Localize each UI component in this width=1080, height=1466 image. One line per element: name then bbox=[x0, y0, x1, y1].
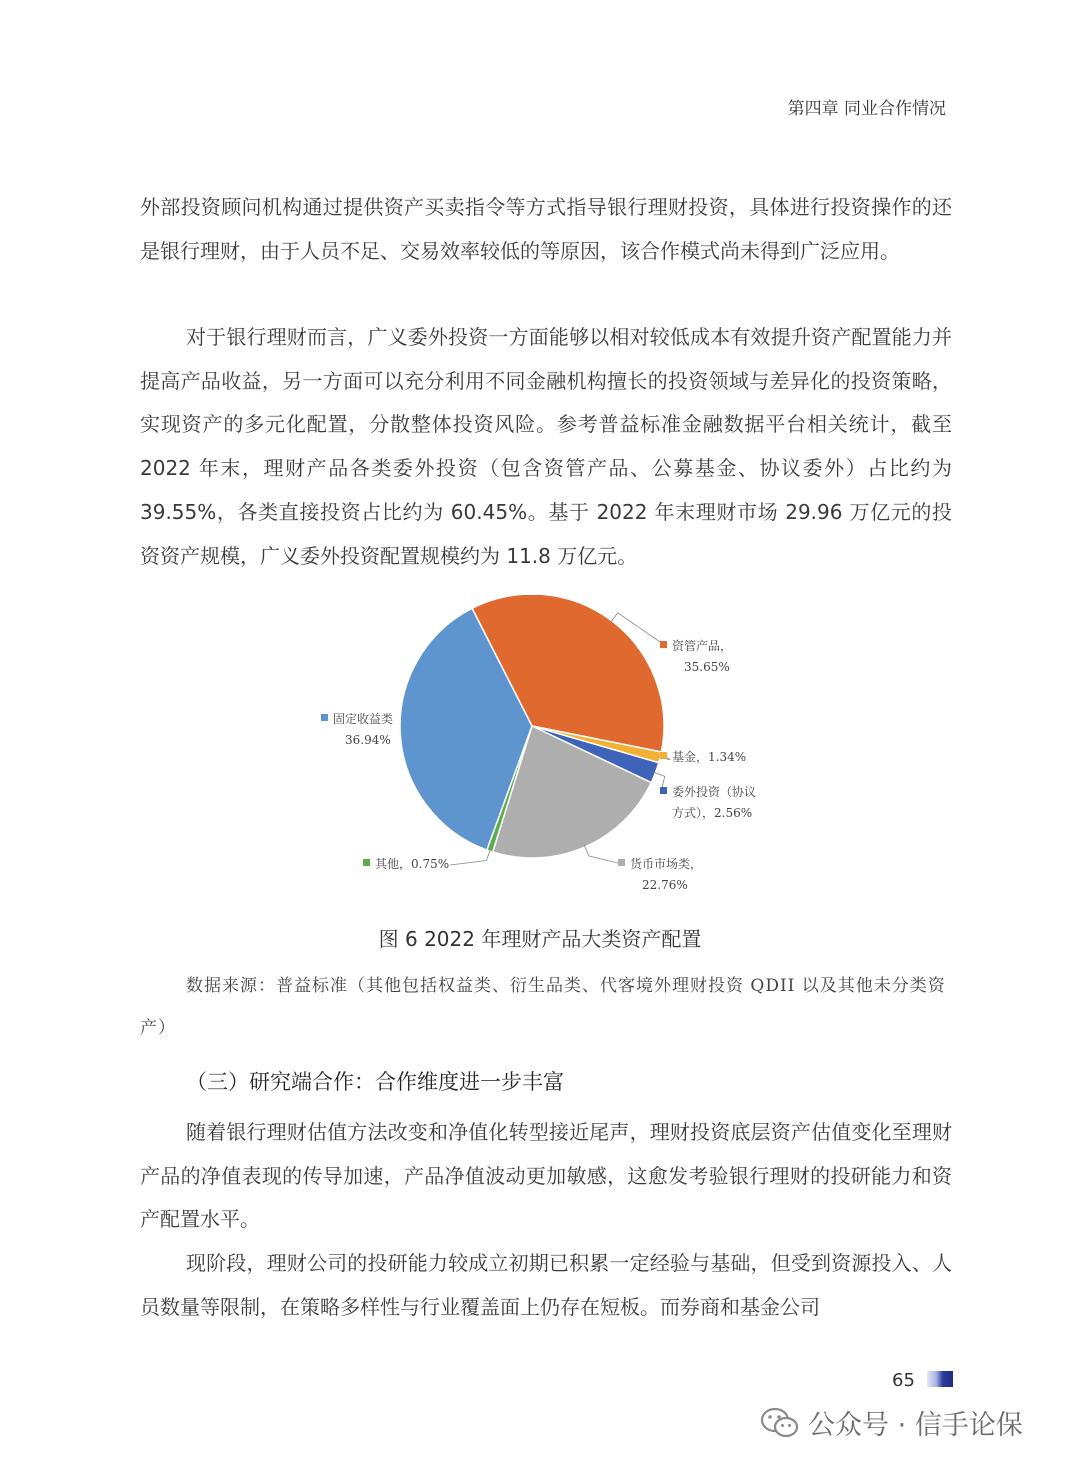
watermark-text: 公众号 · 信手论保 bbox=[808, 1410, 1023, 1441]
slice-label-fixed-income: 固定收益类 bbox=[333, 712, 394, 726]
slice-value-money-market: 22.76% bbox=[642, 878, 688, 892]
slice-label-asset-mgmt: 资管产品， bbox=[672, 639, 733, 653]
slice-value-fixed-income: 36.94% bbox=[345, 733, 391, 747]
slice-label-other: 其他，0.75% bbox=[375, 857, 450, 871]
paragraph-1: 外部投资顾问机构通过提供资产买卖指令等方式指导银行理财投资，具体进行投资操作的还是银行理财，由于人员不足、交易效率较低的等原因，该合作模式尚未得到广泛应用。 bbox=[140, 195, 952, 263]
legend-marker-other bbox=[363, 859, 370, 866]
slice-label-money-market: 货币市场类， bbox=[630, 857, 703, 871]
legend-marker-asset-mgmt bbox=[660, 641, 667, 648]
legend-marker-fund bbox=[660, 752, 667, 759]
legend-marker-money-market bbox=[618, 859, 625, 866]
legend-marker-entrusted bbox=[660, 787, 667, 794]
slice-value-asset-mgmt: 35.65% bbox=[684, 660, 730, 674]
slice-value-entrusted: 方式），2.56% bbox=[672, 806, 753, 820]
section-heading: （三）研究端合作：合作维度进一步丰富 bbox=[186, 1070, 564, 1094]
asset-allocation-pie-chart bbox=[300, 595, 800, 900]
wechat-watermark bbox=[760, 1403, 1023, 1442]
paragraph-3: 随着银行理财估值方法改变和净值化转型接近尾声，理财投资底层资产估值变化至理财产品的净值表现的传导加速，产品净值波动更加敏感，这愈发考验银行理财的投研能力和资产配置水平。 bbox=[140, 1120, 952, 1232]
paragraph-4: 现阶段，理财公司的投研能力较成立初期已积累一定经验与基础，但受到资源投入、人员数量等限制，在策略多样性与行业覆盖面上仍存在短板。而券商和基金公司 bbox=[140, 1251, 952, 1319]
page-number-bar bbox=[927, 1371, 953, 1387]
pie-slices bbox=[400, 595, 664, 858]
data-source-note: 数据来源：普益标准（其他包括权益类、衍生品类、代客境外理财投资 QDII 以及其他未分类资产） bbox=[140, 976, 946, 1038]
legend-marker-fixed-income bbox=[321, 714, 328, 721]
figure-caption: 图 6 2022 年理财产品大类资产配置 bbox=[378, 927, 702, 951]
chapter-header: 第四章 同业合作情况 bbox=[787, 99, 946, 119]
slice-label-entrusted: 委外投资（协议 bbox=[672, 785, 757, 799]
leader-line-money-market bbox=[584, 845, 618, 863]
wechat-icon bbox=[760, 1406, 800, 1440]
slice-label-fund: 基金，1.34% bbox=[672, 750, 747, 764]
paragraph-2: 对于银行理财而言，广义委外投资一方面能够以相对较低成本有效提升资产配置能力并提高产品收益，另一方面可以充分利用不同金融机构擅长的投资领域与差异化的投资策略，实现资产的多元化配置，分散整体投资风险。参考普益标准金融数据平台相关统计，截至 2022 年末，理财产品各类委外投资（包含资管产品、公募基金、协议委外）占比约为 39.55%，各类直接投资占比约为 60.45%。基于 2022 年末理财市场 29.96 万亿元的投资资产规模，广义委外投资配置规模约为 11.8 万亿元。 bbox=[140, 325, 952, 568]
page-number: 65 bbox=[892, 1370, 915, 1391]
leader-line-other bbox=[450, 849, 490, 865]
